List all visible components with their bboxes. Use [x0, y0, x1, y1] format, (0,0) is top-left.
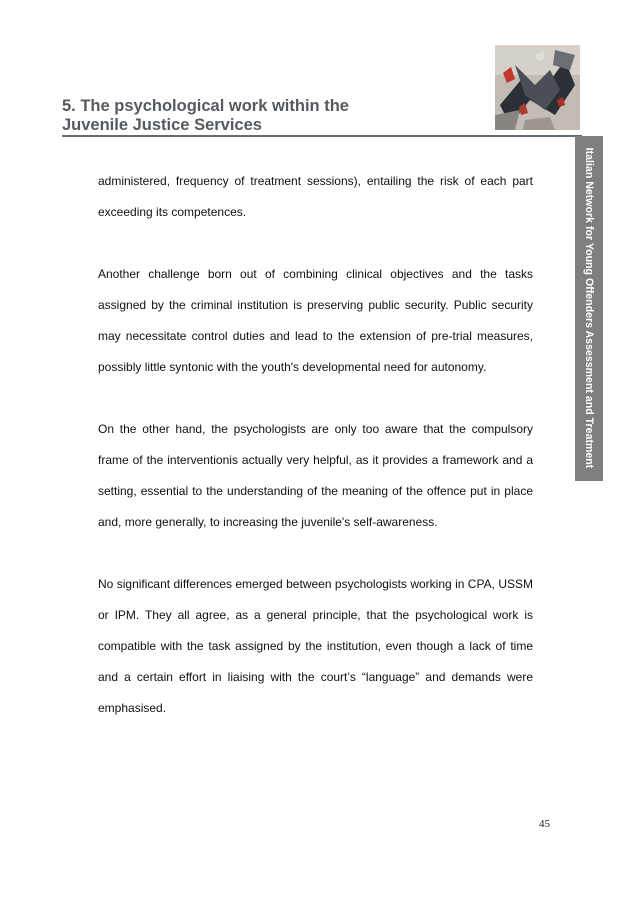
- paragraph: On the other hand, the psychologists are only too aware that the compulsory frame of the interventionis actually very helpful, as it provides a framework and a setting, essential to the understanding of the meaning of the offence put in place and, more generally, to increasing the juvenile's self-awareness.: [98, 422, 533, 529]
- body-text: [98, 166, 533, 724]
- page-title: [62, 97, 582, 135]
- page-title-line2: Juvenile Justice Services: [62, 116, 262, 134]
- paragraph: Another challenge born out of combining clinical objectives and the tasks assigned by the criminal institution is preserving public security. Public security may necessitate control duties and lead to the extension of pre-trial measures, possibly little syntonic with the youth's developmental need for autonomy.: [98, 267, 533, 374]
- paragraph: No significant differences emerged between psychologists working in CPA, USSM or IPM. They all agree, as a general principle, that the psychological work is compatible with the task assigned by the institution, even though a lack of time and a certain effort in liaising with the court’s “language” and demands were emphasised.: [98, 577, 533, 715]
- header-divider: [62, 135, 582, 137]
- side-tab-label: Italian Network for Young Offenders Assessment and Treatment: [583, 147, 595, 469]
- page-title-line1: 5. The psychological work within the: [62, 97, 349, 115]
- page-number: 45: [539, 818, 550, 830]
- paragraph: administered, frequency of treatment sessions), entailing the risk of each part exceeding its competences.: [98, 174, 533, 219]
